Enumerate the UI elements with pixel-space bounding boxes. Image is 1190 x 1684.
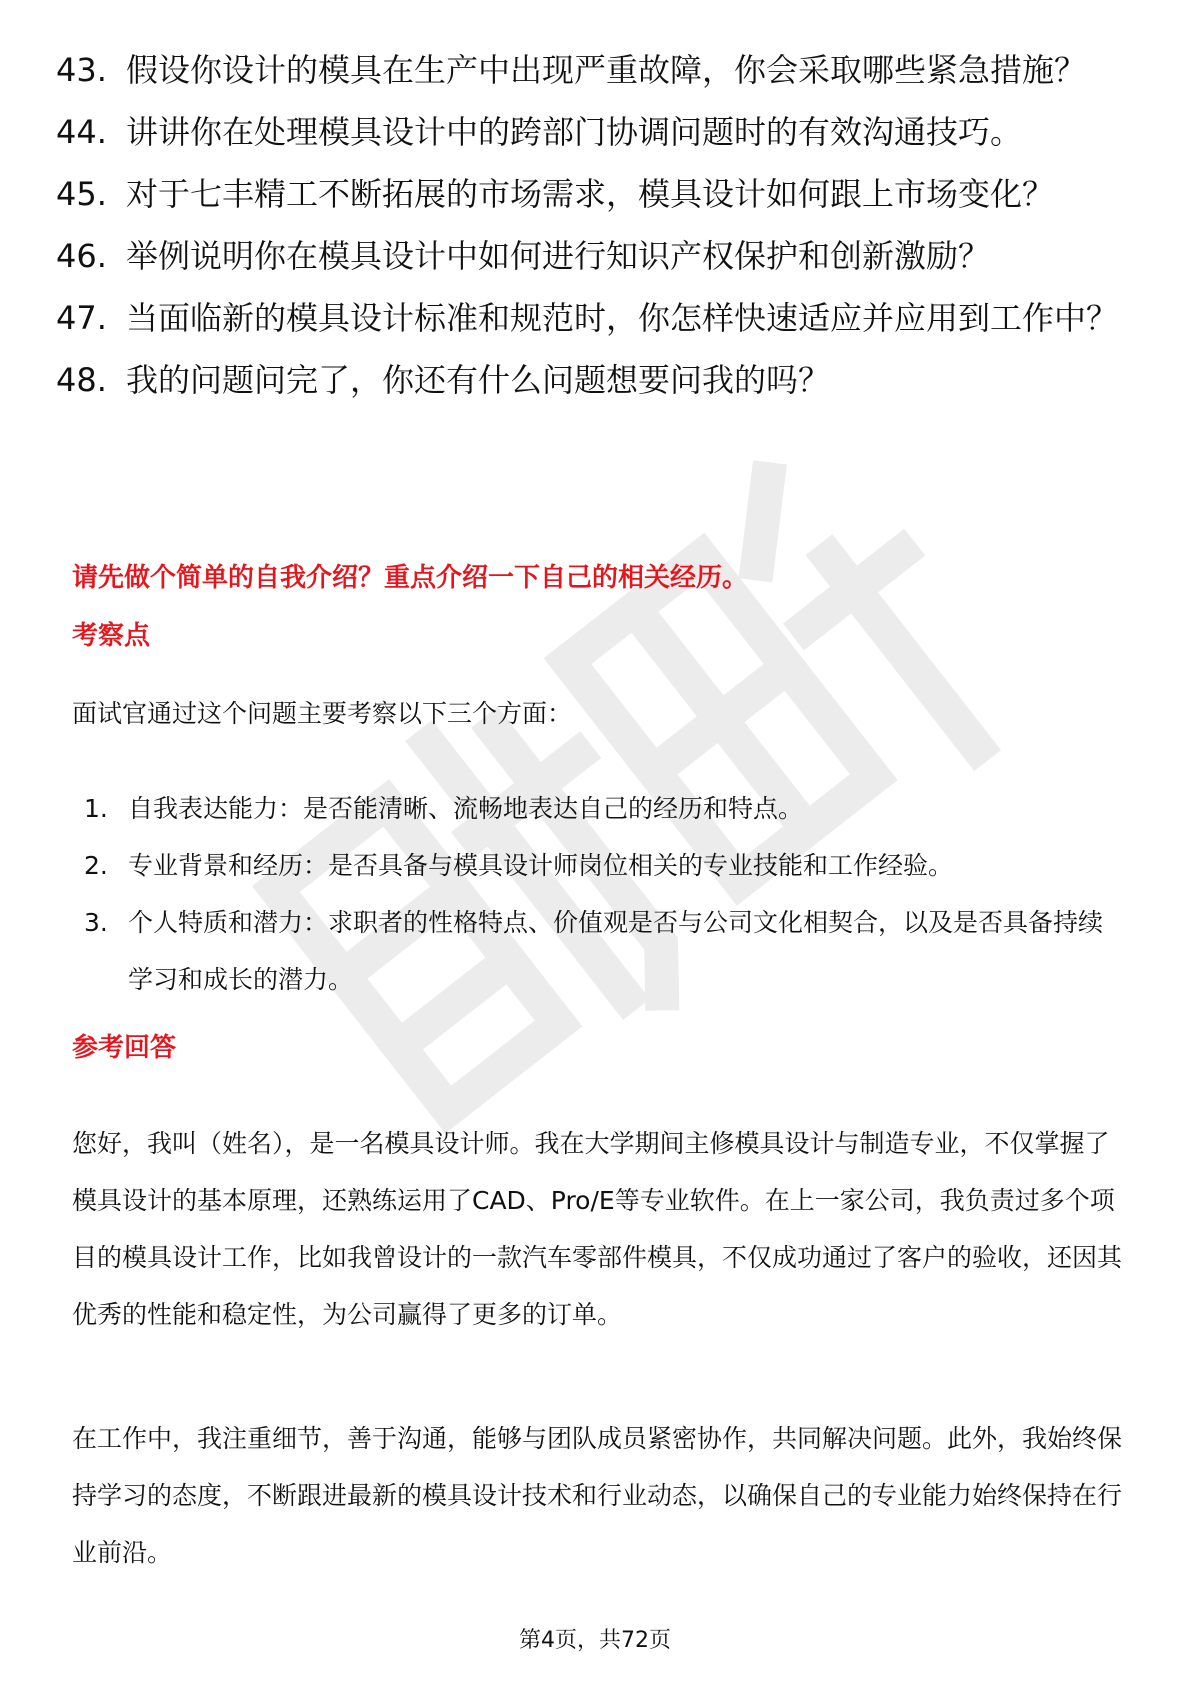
question-text: 我的问题问完了，你还有什么问题想要问我的吗？ bbox=[126, 361, 831, 399]
answer-paragraph: 在工作中，我注重细节，善于沟通，能够与团队成员紧密协作，共同解决问题。此外，我始终保持学习的态度，不断跟进最新的模具设计技术和行业动态，以确保自己的专业能力始终保持在行业前沿。 bbox=[72, 1424, 1123, 1567]
question-text: 讲讲你在处理模具设计中的跨部门协调问题时的有效沟通技巧。 bbox=[126, 113, 1023, 151]
list-item: 3. 个人特质和潜力：求职者的性格特点、价值观是否与公司文化相契合，以及是否具备持续学习和成长的潜力。 bbox=[84, 908, 1104, 994]
list-item: 46. 举例说明你在模具设计中如何进行知识产权保护和创新激励？ bbox=[56, 237, 991, 275]
question-text: 举例说明你在模具设计中如何进行知识产权保护和创新激励？ bbox=[126, 237, 991, 275]
list-item: 45. 对于七丰精工不断拓展的市场需求，模具设计如何跟上市场变化？ bbox=[56, 175, 1055, 213]
focus-intro: 面试官通过这个问题主要考察以下三个方面： bbox=[72, 699, 573, 728]
section-title: 请先做个简单的自我介绍？重点介绍一下自己的相关经历。 bbox=[72, 563, 749, 593]
question-list bbox=[56, 50, 1136, 422]
list-item: 48. 我的问题问完了，你还有什么问题想要问我的吗？ bbox=[56, 361, 831, 399]
list-item: 43. 假设你设计的模具在生产中出现严重故障，你会采取哪些紧急措施？ bbox=[56, 51, 1087, 89]
focus-points-list bbox=[84, 780, 1124, 1008]
answer-heading: 参考回答 bbox=[72, 1033, 177, 1063]
list-item: 47. 当面临新的模具设计标准和规范时，你怎样快速适应并应用到工作中？ bbox=[56, 299, 1119, 337]
answer-paragraph: 您好，我叫（姓名），是一名模具设计师。我在大学期间主修模具设计与制造专业，不仅掌握了模具设计的基本原理，还熟练运用了CAD、Pro/E等专业软件。在上一家公司，我负责过多个项目的模具设计工作，比如我曾设计的一款汽车零部件模具，不仅成功通过了客户的验收，还因其优秀的性能和稳定性，为公司赢得了更多的订单。 bbox=[72, 1129, 1123, 1329]
question-text: 当面临新的模具设计标准和规范时，你怎样快速适应并应用到工作中？ bbox=[126, 299, 1119, 337]
list-item: 2. 专业背景和经历：是否具备与模具设计师岗位相关的专业技能和工作经验。 bbox=[84, 851, 954, 880]
focus-heading: 考察点 bbox=[72, 621, 151, 651]
list-item: 1. 自我表达能力：是否能清晰、流畅地表达自己的经历和特点。 bbox=[84, 794, 804, 823]
list-item: 44. 讲讲你在处理模具设计中的跨部门协调问题时的有效沟通技巧。 bbox=[56, 113, 1023, 151]
question-text: 假设你设计的模具在生产中出现严重故障，你会采取哪些紧急措施？ bbox=[126, 51, 1087, 89]
page-number: 第4页，共72页 bbox=[519, 1628, 671, 1653]
question-text: 对于七丰精工不断拓展的市场需求，模具设计如何跟上市场变化？ bbox=[126, 175, 1055, 213]
